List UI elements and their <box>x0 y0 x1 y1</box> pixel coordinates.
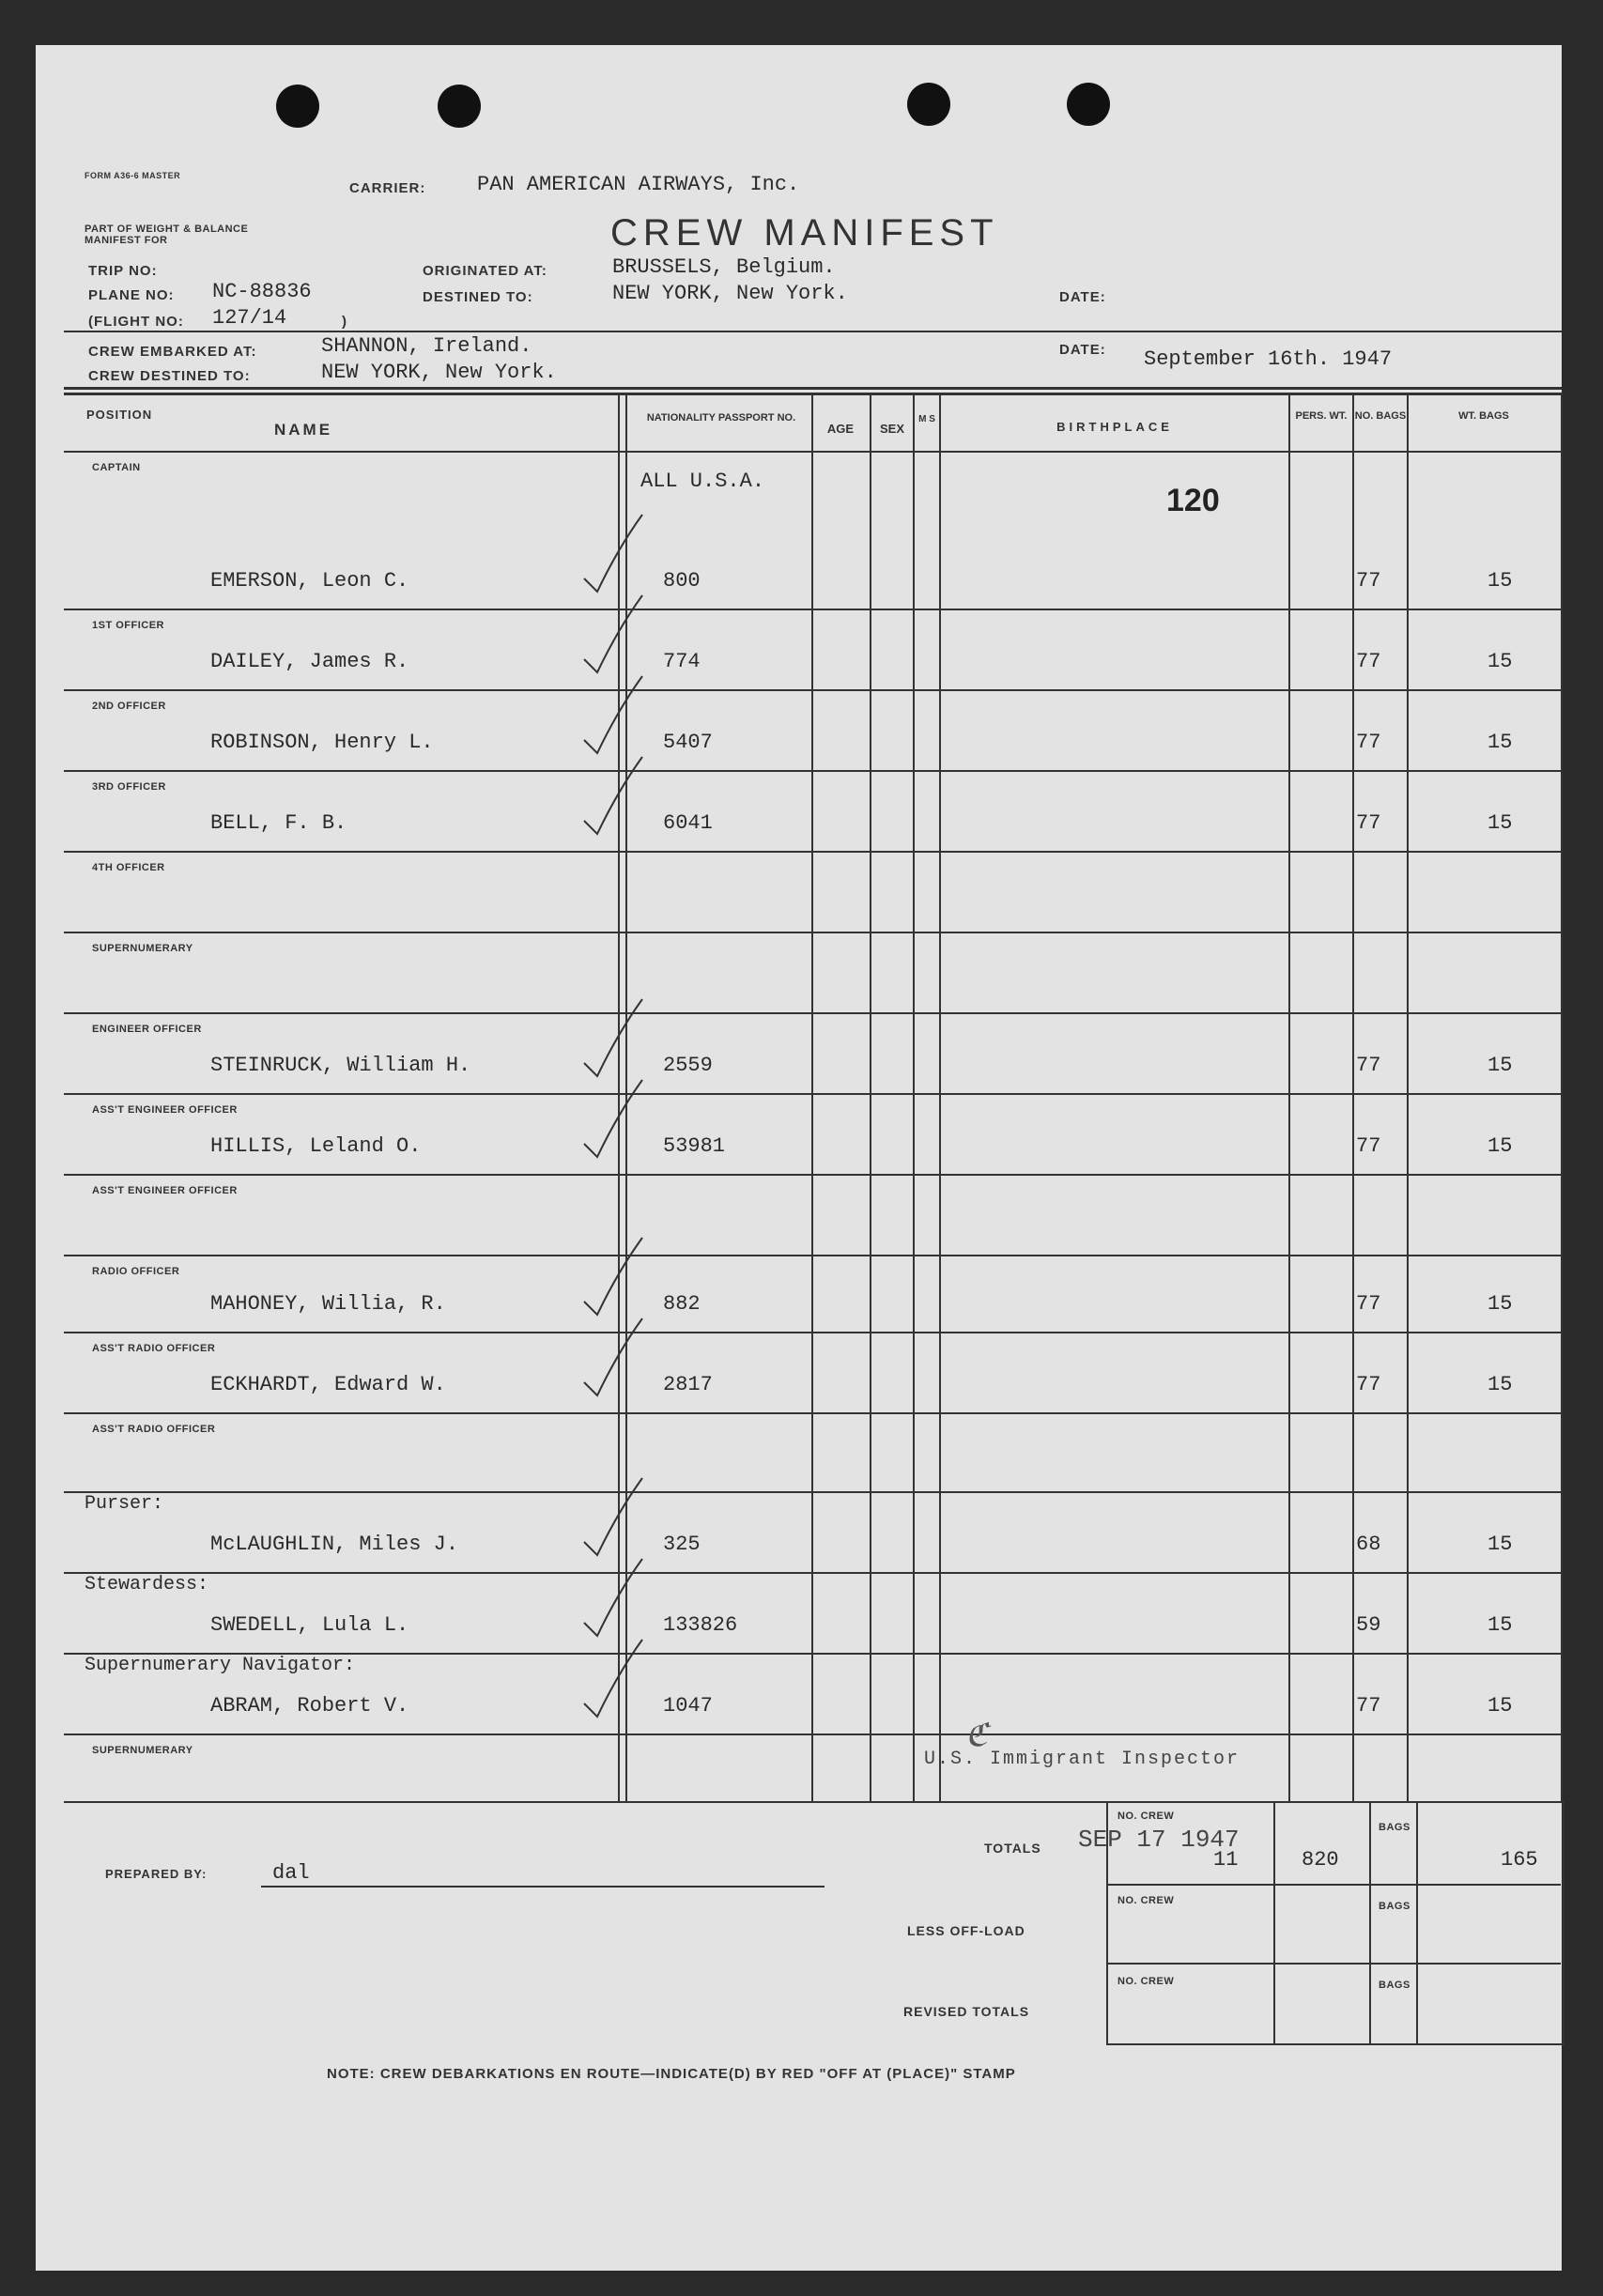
punch-hole <box>907 83 950 126</box>
row-wt-bags: 15 <box>1487 1054 1513 1077</box>
plane-label: PLANE NO: <box>88 287 175 303</box>
prepared-by-label: PREPARED BY: <box>105 1867 208 1881</box>
check-mark-icon <box>580 511 646 595</box>
row-passport: 6041 <box>663 811 713 835</box>
row-divider <box>64 1332 1562 1333</box>
col-wt-bags: WT. BAGS <box>1458 410 1509 422</box>
col-sex: SEX <box>879 422 904 436</box>
row-passport: 882 <box>663 1292 701 1316</box>
carrier-value: PAN AMERICAN AIRWAYS, Inc. <box>477 173 800 196</box>
part-of-label: PART OF WEIGHT & BALANCE MANIFEST FOR <box>85 223 249 246</box>
stamp-number: 120 <box>1166 483 1220 518</box>
totals-bags-label: BAGS <box>1379 1822 1410 1833</box>
flight-label: (FLIGHT NO: <box>88 314 184 330</box>
row-position: ASS'T ENGINEER OFFICER <box>92 1104 238 1116</box>
date2-label: DATE: <box>1059 342 1106 358</box>
row-name: DAILEY, James R. <box>210 650 409 673</box>
col-age: AGE <box>826 422 855 436</box>
row-name: BELL, F. B. <box>210 811 347 835</box>
originated-label: ORIGINATED AT: <box>423 263 547 279</box>
col-position: POSITION <box>86 408 153 422</box>
punch-hole <box>1067 83 1110 126</box>
row-divider <box>64 1255 1562 1256</box>
row-position: 2ND OFFICER <box>92 701 166 712</box>
originated-value: BRUSSELS, Belgium. <box>612 255 836 279</box>
row-position: SUPERNUMERARY <box>92 1745 193 1756</box>
row-divider <box>64 1572 1562 1574</box>
row-passport: 133826 <box>663 1613 738 1637</box>
row-pers-wt: 77 <box>1356 1054 1381 1077</box>
row-divider <box>64 851 1562 853</box>
revised-crew-label: NO. CREW <box>1117 1976 1175 1987</box>
row-passport: 2817 <box>663 1373 713 1396</box>
row-divider <box>64 1012 1562 1014</box>
row-position: Purser: <box>85 1493 164 1515</box>
row-pers-wt: 77 <box>1356 731 1381 754</box>
row-wt-bags: 15 <box>1487 1373 1513 1396</box>
row-name: MAHONEY, Willia, R. <box>210 1292 446 1316</box>
row-divider <box>64 689 1562 691</box>
row-passport: 5407 <box>663 731 713 754</box>
row-position: ASS'T RADIO OFFICER <box>92 1424 216 1435</box>
row-divider <box>64 1093 1562 1095</box>
destined-label: DESTINED TO: <box>423 289 533 305</box>
row-wt-bags: 15 <box>1487 1533 1513 1556</box>
row-divider <box>64 1412 1562 1414</box>
offload-bags-label: BAGS <box>1379 1901 1410 1912</box>
row-pers-wt: 77 <box>1356 650 1381 673</box>
page-title: CREW MANIFEST <box>610 212 999 254</box>
check-mark-icon <box>580 1474 646 1559</box>
row-name: ABRAM, Robert V. <box>210 1694 409 1718</box>
row-name: HILLIS, Leland O. <box>210 1134 422 1158</box>
less-offload-label: LESS OFF-LOAD <box>907 1923 1025 1938</box>
row-position: Supernumerary Navigator: <box>85 1655 356 1676</box>
row-pers-wt: 59 <box>1356 1613 1381 1637</box>
check-mark-icon <box>580 1555 646 1640</box>
embarked-value: SHANNON, Ireland. <box>321 334 532 358</box>
col-ms: M S <box>918 414 935 424</box>
crew-destined-label: CREW DESTINED TO: <box>88 368 251 384</box>
col-birthplace: BIRTHPLACE <box>1056 420 1173 434</box>
row-wt-bags: 15 <box>1487 1292 1513 1316</box>
manifest-page <box>36 45 1562 2271</box>
row-position: CAPTAIN <box>92 462 141 473</box>
col-pers-wt: PERS. WT. <box>1295 410 1348 422</box>
plane-value: NC-88836 <box>212 280 312 303</box>
row-name: EMERSON, Leon C. <box>210 569 409 593</box>
row-wt-bags: 15 <box>1487 811 1513 835</box>
row-position: ASS'T ENGINEER OFFICER <box>92 1185 238 1196</box>
prepared-by-value: dal <box>272 1861 310 1885</box>
row-wt-bags: 15 <box>1487 569 1513 593</box>
check-mark-icon <box>580 1636 646 1720</box>
row-wt-bags: 15 <box>1487 731 1513 754</box>
flight-value: 127/14 <box>212 306 287 330</box>
totals-crew: 11 <box>1213 1848 1239 1872</box>
received-stamp-date: SEP 17 1947 <box>1078 1826 1240 1854</box>
row-position: 3RD OFFICER <box>92 781 166 793</box>
row-pers-wt: 77 <box>1356 1292 1381 1316</box>
offload-crew-label: NO. CREW <box>1117 1895 1175 1906</box>
punch-hole <box>276 85 319 128</box>
row-passport: 774 <box>663 650 701 673</box>
totals-pers-wt: 820 <box>1302 1848 1339 1872</box>
row-pers-wt: 77 <box>1356 811 1381 835</box>
inspector-signature: ℭ <box>965 1717 988 1754</box>
crew-destined-value: NEW YORK, New York. <box>321 361 557 384</box>
row-wt-bags: 15 <box>1487 1694 1513 1718</box>
revised-bags-label: BAGS <box>1379 1980 1410 1991</box>
row-wt-bags: 15 <box>1487 650 1513 673</box>
carrier-label: CARRIER: <box>349 180 426 196</box>
check-mark-icon <box>580 1234 646 1318</box>
row-name: McLAUGHLIN, Miles J. <box>210 1533 459 1556</box>
row-divider <box>64 770 1562 772</box>
row-position: ENGINEER OFFICER <box>92 1024 202 1035</box>
flight-close: ) <box>342 314 347 330</box>
date2-value: September 16th. 1947 <box>1144 347 1393 371</box>
row-divider <box>64 1174 1562 1176</box>
row-position: RADIO OFFICER <box>92 1266 180 1277</box>
destined-value: NEW YORK, New York. <box>612 282 848 305</box>
row-wt-bags: 15 <box>1487 1134 1513 1158</box>
totals-crew-label: NO. CREW <box>1117 1811 1175 1822</box>
check-mark-icon <box>580 1315 646 1399</box>
check-mark-icon <box>580 1076 646 1161</box>
row-position: ASS'T RADIO OFFICER <box>92 1343 216 1354</box>
row-position: SUPERNUMERARY <box>92 943 193 954</box>
row-divider <box>64 1491 1562 1493</box>
totals-wt-bags: 165 <box>1501 1848 1538 1872</box>
row-passport: 325 <box>663 1533 701 1556</box>
row-pers-wt: 77 <box>1356 569 1381 593</box>
row-position: 4TH OFFICER <box>92 862 165 873</box>
nationality-all: ALL U.S.A. <box>640 470 765 493</box>
form-number: FORM A36-6 MASTER <box>85 171 181 180</box>
totals-label: TOTALS <box>984 1841 1041 1856</box>
row-passport: 53981 <box>663 1134 726 1158</box>
check-mark-icon <box>580 995 646 1080</box>
row-pers-wt: 77 <box>1356 1134 1381 1158</box>
check-mark-icon <box>580 672 646 757</box>
row-name: STEINRUCK, William H. <box>210 1054 471 1077</box>
check-mark-icon <box>580 592 646 676</box>
inspector-text: U.S. Immigrant Inspector <box>924 1749 1241 1770</box>
row-pers-wt: 68 <box>1356 1533 1381 1556</box>
row-divider <box>64 932 1562 933</box>
row-divider <box>64 609 1562 610</box>
row-passport: 800 <box>663 569 701 593</box>
col-no-bags: NO. BAGS <box>1354 410 1407 422</box>
note: NOTE: CREW DEBARKATIONS EN ROUTE—INDICATE(D) BY RED "OFF AT (PLACE)" STAMP <box>327 2066 1016 2082</box>
date-label: DATE: <box>1059 289 1106 305</box>
row-name: ECKHARDT, Edward W. <box>210 1373 446 1396</box>
embarked-label: CREW EMBARKED AT: <box>88 344 257 360</box>
row-pers-wt: 77 <box>1356 1694 1381 1718</box>
row-passport: 2559 <box>663 1054 713 1077</box>
row-name: SWEDELL, Lula L. <box>210 1613 409 1637</box>
row-position: Stewardess: <box>85 1574 209 1595</box>
col-nationality: NATIONALITY PASSPORT NO. <box>646 412 796 424</box>
row-wt-bags: 15 <box>1487 1613 1513 1637</box>
trip-label: TRIP NO: <box>88 263 158 279</box>
punch-hole <box>438 85 481 128</box>
row-name: ROBINSON, Henry L. <box>210 731 434 754</box>
check-mark-icon <box>580 753 646 838</box>
row-position: 1ST OFFICER <box>92 620 165 631</box>
row-passport: 1047 <box>663 1694 713 1718</box>
revised-label: REVISED TOTALS <box>903 2004 1030 2019</box>
row-divider <box>64 1734 1562 1735</box>
row-pers-wt: 77 <box>1356 1373 1381 1396</box>
col-name: NAME <box>274 421 333 439</box>
